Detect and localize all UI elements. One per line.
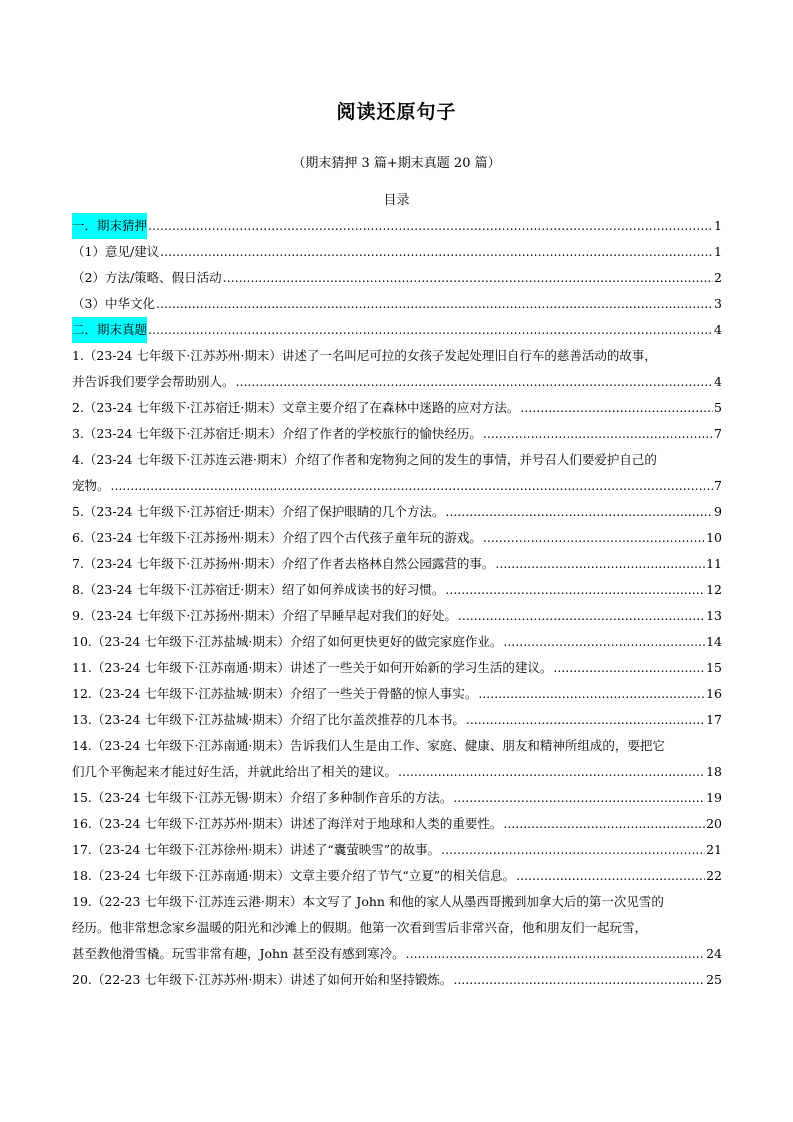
- toc-entry[interactable]: [72, 447, 722, 499]
- toc-entry-line: [72, 577, 722, 603]
- dot-leader: [503, 629, 705, 655]
- toc-page-number: 18: [706, 764, 722, 779]
- toc-page-number: 1: [714, 244, 722, 259]
- dot-leader: [466, 707, 705, 733]
- dot-leader: [520, 395, 713, 421]
- toc-entry-line: [72, 655, 722, 681]
- dot-leader: [458, 603, 705, 629]
- toc-section-label: 二．期末真题: [72, 317, 147, 343]
- toc-entry[interactable]: [72, 655, 722, 681]
- toc-entry-text: 10.（23-24 七年级下·江苏盐城·期末）介绍了如何更快更好的做完家庭作业。: [72, 634, 503, 649]
- dot-leader: [236, 369, 714, 395]
- toc-entry[interactable]: [72, 811, 722, 837]
- toc-entry-text: （3）中华文化: [72, 296, 155, 311]
- toc-entry-text: 甚至教他滑雪橇。玩雪非常有趣，John 甚至没有感到寒冷。: [72, 946, 405, 961]
- toc-page-number: 2: [714, 270, 722, 285]
- dot-leader: [453, 967, 705, 993]
- toc-entry[interactable]: [72, 291, 722, 317]
- dot-leader: [223, 265, 713, 291]
- toc-entry-line: [72, 525, 722, 551]
- dot-leader: [483, 525, 705, 551]
- toc-entry-line: [72, 759, 722, 785]
- toc-entry[interactable]: [72, 577, 722, 603]
- toc-entry-text: 并告诉我们要学会帮助别人。: [72, 374, 235, 389]
- toc-entry[interactable]: [72, 317, 722, 343]
- toc-page-number: 7: [714, 426, 722, 441]
- table-of-contents: [72, 213, 722, 993]
- toc-entry-text: 14.（23-24 七年级下·江苏南通·期末）告诉我们人生是由工作、家庭、健康、朋友和精神所组成的，要把它: [72, 738, 665, 753]
- toc-page-number: 3: [714, 296, 722, 311]
- dot-leader: [160, 239, 713, 265]
- toc-entry-line: [72, 811, 722, 837]
- toc-page-number: 5: [714, 400, 722, 415]
- toc-entry[interactable]: [72, 343, 722, 395]
- toc-entry-text: 13.（23-24 七年级下·江苏盐城·期末）介绍了比尔盖茨推荐的几本书。: [72, 712, 465, 727]
- toc-page-number: 12: [706, 582, 722, 597]
- toc-page-number: 20: [706, 816, 722, 831]
- toc-entry-text: 11.（23-24 七年级下·江苏南通·期末）讲述了一些关于如何开始新的学习生活的建议。: [72, 660, 553, 675]
- toc-page-number: 25: [706, 972, 722, 987]
- dot-leader: [148, 213, 713, 239]
- dot-leader: [111, 473, 714, 499]
- toc-entry-line: [72, 291, 722, 317]
- toc-entry-line: [72, 785, 722, 811]
- toc-entry-line: [72, 265, 722, 291]
- toc-page-number: 24: [706, 946, 722, 961]
- toc-entry-line: [72, 551, 722, 577]
- dot-leader: [478, 681, 705, 707]
- dot-leader: [553, 655, 705, 681]
- toc-entry-text: 2.（23-24 七年级下·江苏宿迁·期末）文章主要介绍了在森林中迷路的应对方法。: [72, 400, 520, 415]
- toc-entry[interactable]: [72, 603, 722, 629]
- toc-page-number: 21: [706, 842, 722, 857]
- toc-entry[interactable]: [72, 395, 722, 421]
- toc-entry-line: [72, 941, 722, 967]
- toc-page-number: 4: [714, 322, 722, 337]
- dot-leader: [483, 421, 713, 447]
- toc-entry-line: [72, 395, 722, 421]
- toc-entry-line: [72, 629, 722, 655]
- toc-entry[interactable]: [72, 421, 722, 447]
- toc-entry[interactable]: [72, 499, 722, 525]
- toc-entry[interactable]: [72, 239, 722, 265]
- toc-section-label: 一．期末猜押: [72, 213, 147, 239]
- toc-entry-line: [72, 213, 722, 239]
- toc-entry-line: [72, 603, 722, 629]
- document-title: 阅读还原句子: [336, 101, 457, 123]
- toc-entry[interactable]: [72, 967, 722, 993]
- toc-entry-text: 9.（23-24 七年级下·江苏扬州·期末）介绍了早睡早起对我们的好处。: [72, 608, 457, 623]
- toc-entry-text: 宠物。: [72, 478, 110, 493]
- toc-entry[interactable]: [72, 863, 722, 889]
- toc-entry[interactable]: [72, 681, 722, 707]
- toc-page-number: 15: [706, 660, 722, 675]
- dot-leader: [441, 837, 705, 863]
- dot-leader: [495, 551, 705, 577]
- toc-entry[interactable]: [72, 785, 722, 811]
- toc-entry[interactable]: [72, 837, 722, 863]
- toc-entry-line: [72, 369, 722, 395]
- toc-entry-text: （1）意见/建议: [72, 244, 160, 259]
- toc-page-number: 14: [706, 634, 722, 649]
- toc-page-number: 16: [706, 686, 722, 701]
- toc-entry-text: （2）方法/策略、假日活动: [72, 270, 222, 285]
- toc-entry[interactable]: [72, 707, 722, 733]
- toc-page-number: 19: [706, 790, 722, 805]
- toc-entry[interactable]: [72, 889, 722, 967]
- dot-leader: [156, 291, 713, 317]
- toc-page-number: 1: [714, 218, 722, 233]
- toc-entry-text: 20.（22-23 七年级下·江苏苏州·期末）讲述了如何开始和坚持锻炼。: [72, 972, 453, 987]
- toc-entry-line: [72, 681, 722, 707]
- toc-entry-line: [72, 967, 722, 993]
- toc-entry[interactable]: [72, 629, 722, 655]
- toc-entry-text: 们几个平衡起来才能过好生活，并就此给出了相关的建议。: [72, 764, 398, 779]
- document-subtitle: （期末猜押 3 篇+期末真题 20 篇）: [292, 156, 501, 171]
- toc-page-number: 10: [706, 530, 722, 545]
- toc-page-number: 22: [706, 868, 722, 883]
- toc-entry-text: 15.（23-24 七年级下·江苏无锡·期末）介绍了多种制作音乐的方法。: [72, 790, 453, 805]
- toc-page-number: 7: [714, 478, 722, 493]
- dot-leader: [445, 577, 705, 603]
- toc-entry[interactable]: [72, 551, 722, 577]
- toc-entry-text: 4.（23-24 七年级下·江苏连云港·期末）介绍了作者和宠物狗之间的发生的事情，并号召人们要爱护自己的: [72, 452, 657, 467]
- toc-entry-text: 5.（23-24 七年级下·江苏宿迁·期末）介绍了保护眼睛的几个方法。: [72, 504, 445, 519]
- dot-leader: [503, 811, 705, 837]
- toc-entry-text: 3.（23-24 七年级下·江苏宿迁·期末）介绍了作者的学校旅行的愉快经历。: [72, 426, 482, 441]
- toc-entry-line: [72, 837, 722, 863]
- dot-leader: [148, 317, 713, 343]
- toc-page-number: 11: [706, 556, 722, 571]
- toc-entry-line: [72, 239, 722, 265]
- toc-entry-text: 经历。他非常想念家乡温暖的阳光和沙滩上的假期。他第一次看到雪后非常兴奋，他和朋友们一起玩雪，: [72, 920, 648, 935]
- toc-entry[interactable]: [72, 525, 722, 551]
- toc-entry-text: 7.（23-24 七年级下·江苏扬州·期末）介绍了作者去格林自然公园露营的事。: [72, 556, 495, 571]
- toc-entry[interactable]: [72, 265, 722, 291]
- toc-page-number: 13: [706, 608, 722, 623]
- toc-page-number: 4: [714, 374, 722, 389]
- toc-entry-line: [72, 473, 722, 499]
- toc-entry-text: 18.（23-24 七年级下·江苏南通·期末）文章主要介绍了节气“立夏”的相关信息。: [72, 868, 516, 883]
- toc-entry[interactable]: [72, 213, 722, 239]
- toc-page-number: 9: [714, 504, 722, 519]
- toc-entry-line: [72, 863, 722, 889]
- toc-page-number: 17: [706, 712, 722, 727]
- toc-entry-line: [72, 317, 722, 343]
- dot-leader: [398, 759, 705, 785]
- toc-entry-line: [72, 421, 722, 447]
- toc-entry-text: 17.（23-24 七年级下·江苏徐州·期末）讲述了“囊萤映雪”的故事。: [72, 842, 441, 857]
- dot-leader: [453, 785, 705, 811]
- toc-entry-text: 8.（23-24 七年级下·江苏宿迁·期末）绍了如何养成读书的好习惯。: [72, 582, 445, 597]
- toc-entry[interactable]: [72, 733, 722, 785]
- dot-leader: [445, 499, 713, 525]
- toc-entry-line: [72, 707, 722, 733]
- toc-entry-text: 16.（23-24 七年级下·江苏苏州·期末）讲述了海洋对于地球和人类的重要性。: [72, 816, 503, 831]
- dot-leader: [406, 941, 705, 967]
- toc-entry-line: [72, 499, 722, 525]
- toc-entry-text: 6.（23-24 七年级下·江苏扬州·期末）介绍了四个古代孩子童年玩的游戏。: [72, 530, 482, 545]
- toc-entry-text: 12.（23-24 七年级下·江苏盐城·期末）介绍了一些关于骨骼的惊人事实。: [72, 686, 478, 701]
- dot-leader: [516, 863, 705, 889]
- toc-heading: 目录: [383, 193, 410, 208]
- toc-entry-text: 1.（23-24 七年级下·江苏苏州·期末）讲述了一名叫尼可拉的女孩子发起处理旧自行车的慈善活动的故事，: [72, 348, 657, 363]
- toc-entry-text: 19.（22-23 七年级下·江苏连云港·期末）本文写了 John 和他的家人从墨西哥搬到加拿大后的第一次见雪的: [72, 894, 664, 909]
